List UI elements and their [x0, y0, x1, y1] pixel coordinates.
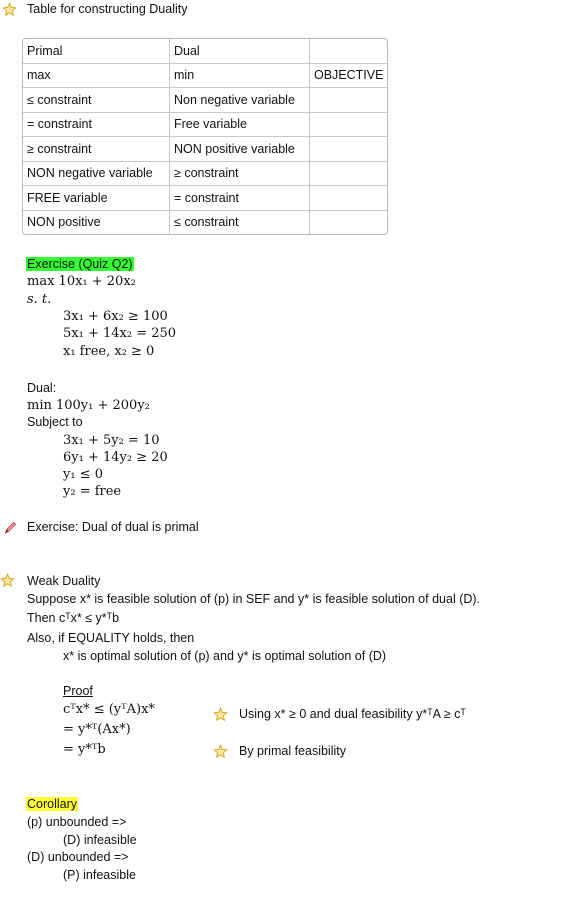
- star-icon: [213, 744, 228, 759]
- proof-line: cᵀx* ≤ (yᵀA)x*: [63, 702, 155, 717]
- table-cell: OBJECTIVE: [310, 64, 387, 89]
- star-icon: [0, 573, 15, 588]
- proof-line: = y*ᵀ(Ax*): [63, 722, 131, 737]
- table-cell: [310, 88, 387, 113]
- table-cell: [310, 186, 387, 211]
- table-cell: [310, 137, 387, 162]
- table-row: [23, 64, 387, 89]
- table-cell: FREE variable: [23, 186, 170, 211]
- proof-note: By primal feasibility: [239, 744, 346, 758]
- star-icon: [2, 2, 17, 17]
- table-cell: NON positive: [23, 211, 170, 235]
- dual-constraint: y₂ = free: [63, 484, 122, 499]
- table-cell: [310, 39, 387, 64]
- table-cell: ≥ constraint: [170, 162, 310, 187]
- table-row: [23, 88, 387, 113]
- exercise-st: s. t.: [27, 292, 52, 307]
- weak-duality-line: Also, if EQUALITY holds, then: [27, 631, 195, 645]
- pen-icon: [3, 520, 18, 535]
- exercise-objective: max 10x₁ + 20x₂: [27, 274, 136, 289]
- dual-constraint: 3x₁ + 5y₂ = 10: [63, 433, 160, 448]
- table-cell: NON negative variable: [23, 162, 170, 187]
- dual-subject-to: Subject to: [27, 415, 83, 429]
- dual-objective: min 100y₁ + 200y₂: [27, 398, 150, 413]
- table-cell: Free variable: [170, 113, 310, 138]
- proof-label: Proof: [63, 684, 93, 698]
- duality-table: [22, 38, 388, 235]
- table-cell: = constraint: [170, 186, 310, 211]
- table-cell: ≤ constraint: [170, 211, 310, 235]
- star-icon: [213, 707, 228, 722]
- table-row: [23, 211, 387, 235]
- exercise-constraint: 3x₁ + 6x₂ ≥ 100: [63, 309, 168, 324]
- proof-line: = y*ᵀb: [63, 742, 106, 757]
- exercise-constraint: x₁ free, x₂ ≥ 0: [63, 344, 155, 359]
- dual-label: Dual:: [27, 381, 57, 395]
- weak-duality-line: Then cᵀx* ≤ y*ᵀb: [27, 611, 120, 625]
- table-cell: [310, 113, 387, 138]
- corollary-label: Corollary: [27, 797, 78, 811]
- weak-duality-line: x* is optimal solution of (p) and y* is optimal solution of (D): [63, 649, 387, 663]
- table-cell: ≥ constraint: [23, 137, 170, 162]
- corollary-line: (p) unbounded =>: [27, 815, 127, 829]
- weak-duality-heading: Weak Duality: [27, 574, 101, 588]
- exercise-label: Exercise (Quiz Q2): [27, 257, 133, 271]
- table-cell: min: [170, 64, 310, 89]
- exercise-constraint: 5x₁ + 14x₂ = 250: [63, 326, 177, 341]
- proof-note: Using x* ≥ 0 and dual feasibility y*ᵀA ≥ cᵀ: [239, 707, 466, 721]
- corollary-line: (D) infeasible: [63, 833, 137, 847]
- table-cell: max: [23, 64, 170, 89]
- table-cell: Primal: [23, 39, 170, 64]
- table-cell: Dual: [170, 39, 310, 64]
- weak-duality-line: Suppose x* is feasible solution of (p) in SEF and y* is feasible solution of dual (D).: [27, 592, 481, 606]
- table-row: [23, 162, 387, 187]
- exercise2-text: Exercise: Dual of dual is primal: [27, 520, 199, 534]
- table-row: [23, 113, 387, 138]
- table-cell: [310, 162, 387, 187]
- corollary-line: (P) infeasible: [63, 868, 136, 882]
- dual-constraint: y₁ ≤ 0: [63, 467, 103, 482]
- corollary-line: (D) unbounded =>: [27, 850, 129, 864]
- dual-constraint: 6y₁ + 14y₂ ≥ 20: [63, 450, 168, 465]
- table-row: [23, 137, 387, 162]
- page-title: Table for constructing Duality: [27, 2, 188, 16]
- table-cell: = constraint: [23, 113, 170, 138]
- table-row: [23, 186, 387, 211]
- table-cell: NON positive variable: [170, 137, 310, 162]
- table-cell: [310, 211, 387, 235]
- table-cell: ≤ constraint: [23, 88, 170, 113]
- table-row: [23, 39, 387, 64]
- table-cell: Non negative variable: [170, 88, 310, 113]
